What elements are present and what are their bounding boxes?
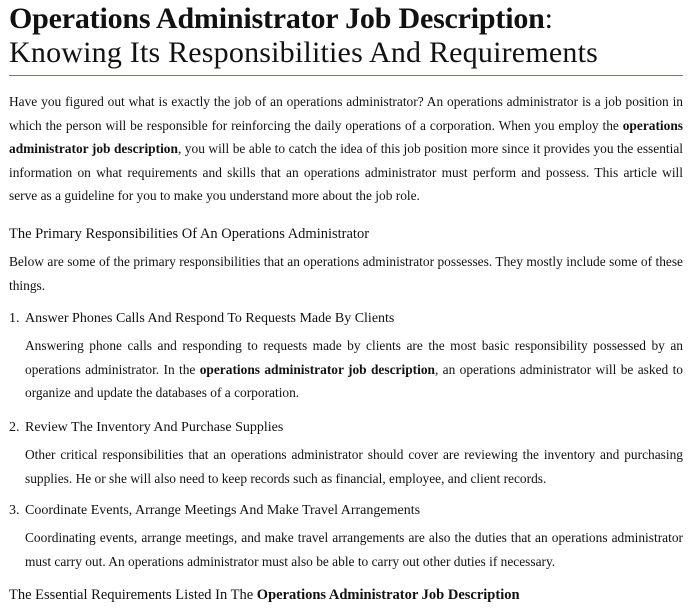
- intro-text-1: Have you figured out what is exactly the job of an operations administrator? An operations administrator is a job position in which the person will be responsible for reinforcing the daily operations of a corporation. When you employ the: [9, 94, 683, 133]
- item-body-text-1: Answering phone calls and responding to requests made by clients are the most basic responsibility possessed by an operations administrator. In the: [25, 338, 683, 377]
- responsibility-item-1-body: [25, 334, 683, 405]
- item-number: 1.: [9, 311, 20, 326]
- title-divider: [9, 75, 683, 76]
- title-colon: :: [544, 2, 553, 35]
- title-bold: Operations Administrator Job Description: [9, 2, 545, 35]
- page-title: [9, 2, 683, 70]
- title-subtitle: Knowing Its Responsibilities And Requirements: [9, 36, 598, 69]
- responsibility-item-3-title: [9, 503, 420, 519]
- heading-plain-text: The Essential Requirements Listed In The: [9, 587, 257, 603]
- primary-responsibilities-heading: The Primary Responsibilities Of An Operations Administrator: [9, 226, 370, 242]
- responsibility-item-3-body: Coordinating events, arrange meetings, and make travel arrangements are also the duties that an operations administrator must carry out. An operations administrator must also be able to carry out other duties if necessary.: [25, 530, 683, 569]
- title-main: [9, 2, 683, 36]
- item-title-text: Coordinate Events, Arrange Meetings And Make Travel Arrangements: [25, 503, 421, 518]
- intro-text-2: , you will be able to catch the idea of this job position more since it provides you the essential information on what requirements and skills that an operations administrator must perform and possess. This article will serve as a guideline for you to make you understand more about the job role.: [9, 141, 683, 203]
- item-body-keyword: operations administrator job description: [199, 361, 435, 377]
- item-number: 2.: [9, 420, 20, 435]
- essential-requirements-heading: [9, 587, 520, 604]
- intro-paragraph: [9, 90, 683, 208]
- item-number: 3.: [9, 503, 20, 518]
- intro-keyword: operations administrator job description: [9, 117, 683, 156]
- responsibility-item-2-title: [9, 420, 283, 436]
- item-title-text: Answer Phones Calls And Respond To Requests Made By Clients: [25, 311, 395, 326]
- responsibility-item-2-body: Other critical responsibilities that an operations administrator should cover are reviewing the inventory and purchasing supplies. He or she will also need to keep records such as financial, employee, and client records.: [25, 447, 683, 486]
- primary-responsibilities-description: Below are some of the primary responsibilities that an operations administrator possesses. They mostly include some of these things.: [9, 254, 683, 293]
- item-title-text: Review The Inventory And Purchase Supplies: [25, 420, 284, 435]
- heading-bold-text: Operations Administrator Job Description: [256, 587, 520, 603]
- item-body-text-2: , an operations administrator will be asked to organize and update the databases of a corporation.: [25, 361, 683, 400]
- responsibility-item-1-title: [9, 311, 394, 327]
